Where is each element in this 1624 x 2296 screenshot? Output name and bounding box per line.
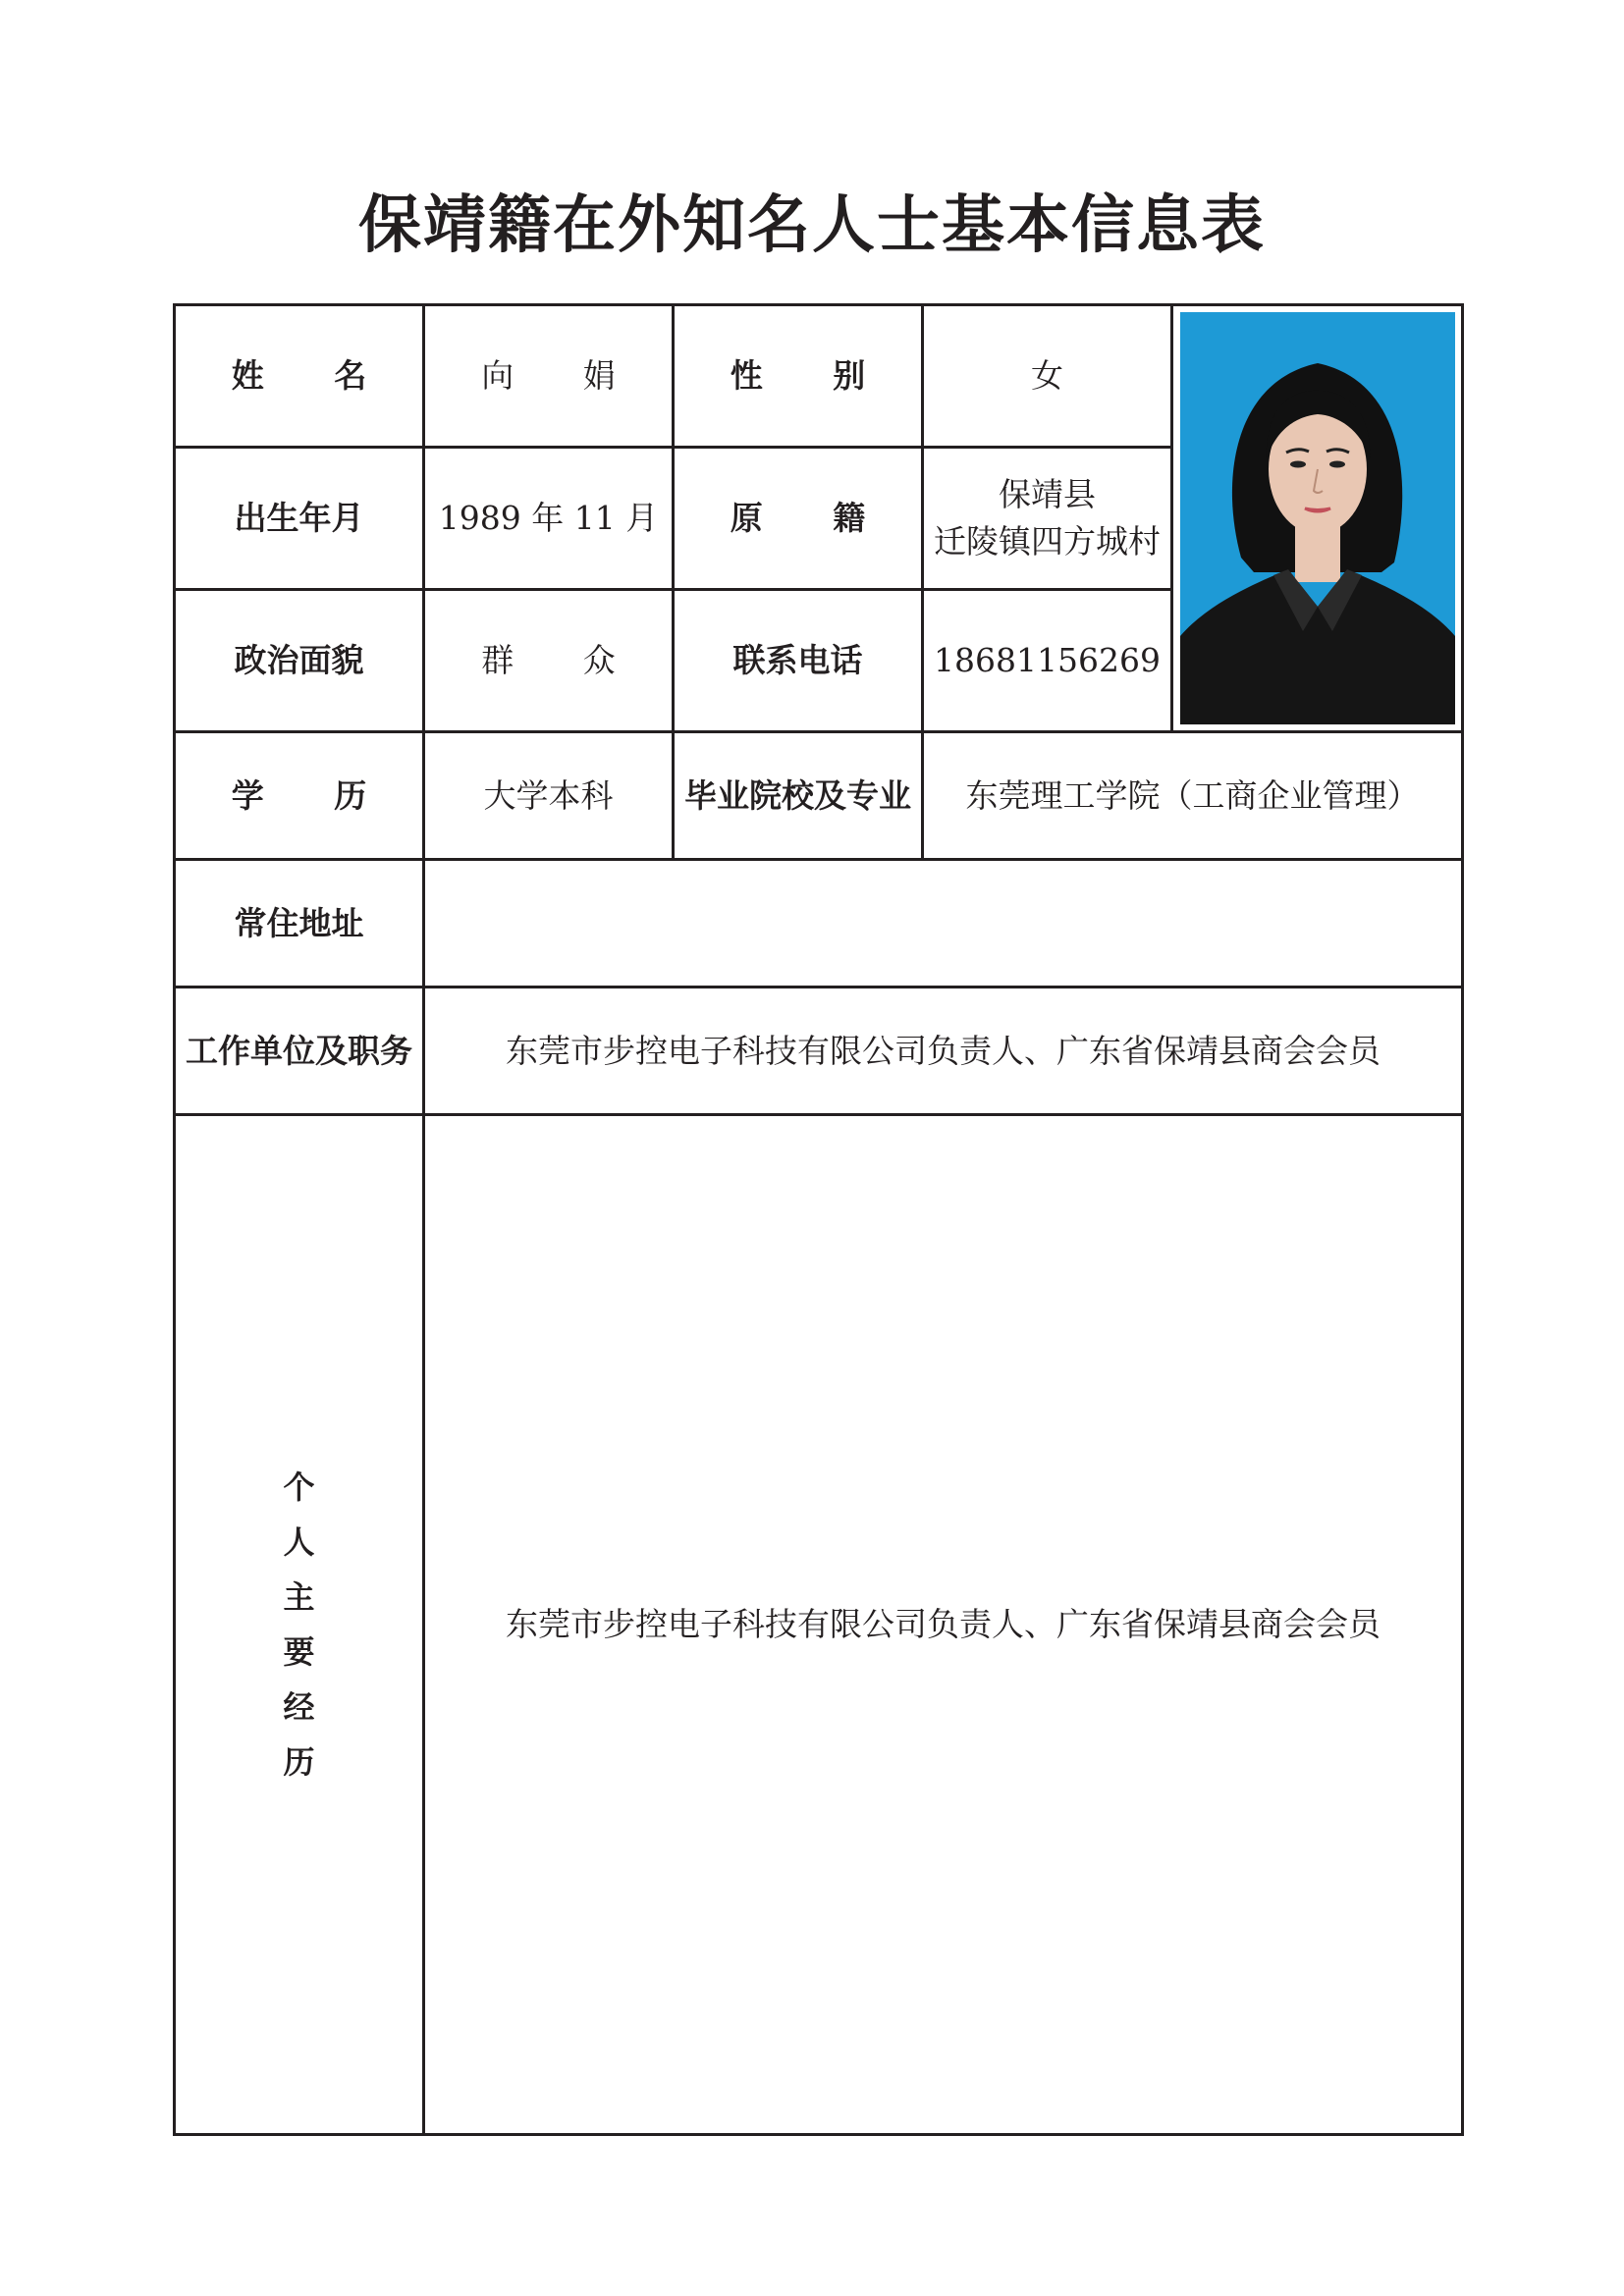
- school-value: 东莞理工学院（工商企业管理）: [965, 775, 1420, 815]
- address-label: 常住地址: [234, 903, 364, 942]
- origin-label-cell: [674, 448, 923, 590]
- address-value-cell: [424, 860, 1463, 988]
- phone-value-cell: [923, 590, 1172, 732]
- phone-value: 18681156269: [934, 641, 1161, 679]
- work-value: 东莞市步控电子科技有限公司负责人、广东省保靖县商会会员: [506, 1031, 1380, 1070]
- birth-value-cell: [424, 448, 674, 590]
- origin-value-cell: [923, 448, 1172, 590]
- name-label: 姓 名: [231, 356, 397, 395]
- info-table-container: [173, 303, 1461, 2136]
- origin-label: 原 籍: [730, 499, 895, 537]
- birth-value: 1989 年 11 月: [438, 499, 659, 537]
- phone-label-cell: [674, 590, 923, 732]
- birth-label-cell: [175, 448, 424, 590]
- education-value-cell: [424, 732, 674, 860]
- experience-label-cell: [175, 1115, 424, 2135]
- photo-cell: [1172, 305, 1463, 732]
- experience-value-cell: [424, 1115, 1463, 2135]
- political-label: 政治面貌: [234, 641, 364, 679]
- info-table: [173, 303, 1464, 2136]
- school-value-cell: [923, 732, 1463, 860]
- gender-label-cell: [674, 305, 923, 448]
- work-label: 工作单位及职务: [186, 1031, 412, 1070]
- gender-label: 性 别: [730, 356, 895, 395]
- work-value-cell: [424, 988, 1463, 1115]
- origin-value-line2: 迁陵镇四方城村: [934, 522, 1161, 561]
- address-label-cell: [175, 860, 424, 988]
- experience-value: 东莞市步控电子科技有限公司负责人、广东省保靖县商会会员: [506, 1605, 1380, 1643]
- political-value-cell: [424, 590, 674, 732]
- name-value-cell: [424, 305, 674, 448]
- birth-label: 出生年月: [234, 499, 364, 537]
- education-label: 学 历: [231, 775, 397, 815]
- phone-label: 联系电话: [732, 641, 863, 679]
- education-label-cell: [175, 732, 424, 860]
- gender-value-cell: [923, 305, 1172, 448]
- name-label-cell: [175, 305, 424, 448]
- name-value: 向 娟: [481, 356, 645, 395]
- experience-label: 个人主要经历: [283, 1468, 315, 1781]
- work-label-cell: [175, 988, 424, 1115]
- education-value: 大学本科: [483, 775, 614, 815]
- gender-value: 女: [1031, 356, 1063, 395]
- origin-value-line1: 保靖县: [999, 475, 1096, 513]
- political-label-cell: [175, 590, 424, 732]
- school-label: 毕业院校及专业: [684, 775, 911, 815]
- portrait-photo: [1180, 312, 1455, 724]
- school-label-cell: [674, 732, 923, 860]
- document-title: 保靖籍在外知名人士基本信息表: [358, 188, 1266, 262]
- political-value: 群 众: [481, 641, 645, 679]
